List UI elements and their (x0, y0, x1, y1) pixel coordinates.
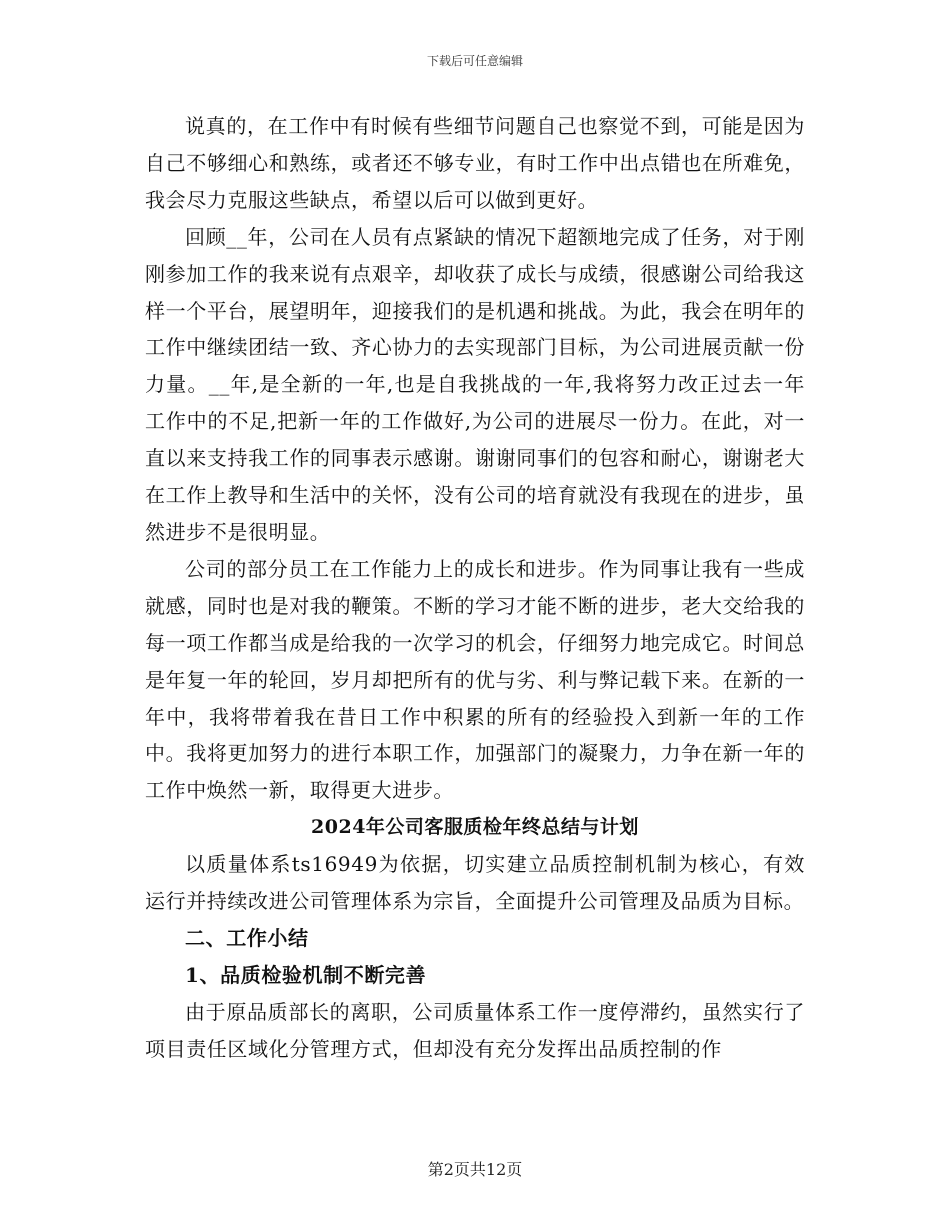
document-body (145, 108, 805, 1068)
paragraph-4: 以质量体系ts16949为依据，切实建立品质控制机制为核心，有效运行并持续改进公司管理体系为宗旨，全面提升公司管理及品质为目标。 (145, 852, 805, 914)
page-number-footer: 第2页共12页 (427, 1160, 523, 1179)
paragraph-5: 由于原品质部长的离职，公司质量体系工作一度停滞约，虽然实行了项目责任区域化分管理方式，但却没有充分发挥出品质控制的作 (145, 999, 805, 1061)
paragraph-1: 说真的，在工作中有时候有些细节问题自己也察觉不到，可能是因为自己不够细心和熟练，或者还不够专业，有时工作中出点错也在所难免，我会尽力克服这些缺点，希望以后可以做到更好。 (145, 114, 805, 212)
page-header-note: 下载后可任意编辑 (426, 54, 523, 68)
paragraph-3: 公司的部分员工在工作能力上的成长和进步。作为同事让我有一些成就感，同时也是对我的鞭策。不断的学习才能不断的进步，老大交给我的每一项工作都当成是给我的一次学习的机会，仔细努力地完成它。时间总是年复一年的轮回，岁月却把所有的优与劣、利与弊记载下来。在新的一年中，我将带着我在昔日工作中积累的所有的经验投入到新一年的工作中。我将更加努力的进行本职工作，加强部门的凝聚力，力争在新一年的工作中焕然一新，取得更大进步。 (145, 556, 805, 803)
section-title: 2024年公司客服质检年终总结与计划 (311, 816, 639, 839)
paragraph-2: 回顾__年，公司在人员有点紧缺的情况下超额地完成了任务，对于刚刚参加工作的我来说有点艰辛，却收获了成长与成绩，很感谢公司给我这样一个平台，展望明年，迎接我们的是机遇和挑战。为此，我会在明年的工作中继续团结一致、齐心协力的去实现部门目标，为公司进展贡献一份力量。__年,是全新的一年,也是自我挑战的一年,我将努力改正过去一年工作中的不足,把新一年的工作做好,为公司的进展尽一份力。在此，对一直以来支持我工作的同事表示感谢。谢谢同事们的包容和耐心，谢谢老大在工作上教导和生活中的关怀，没有公司的培育就没有我现在的进步，虽然进步不是很明显。 (145, 224, 805, 544)
heading-quality-inspection: 1、品质检验机制不断完善 (185, 962, 427, 987)
heading-work-summary: 二、工作小结 (185, 925, 309, 950)
